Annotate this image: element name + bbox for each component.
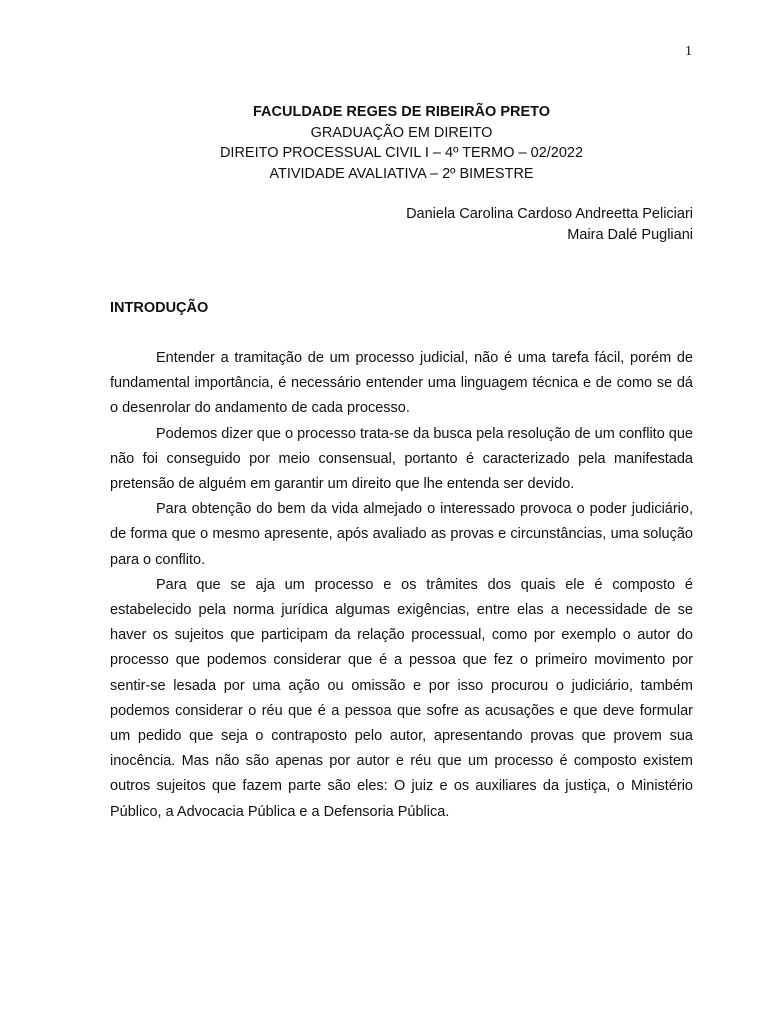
page-number: 1 bbox=[685, 44, 692, 59]
section-title: INTRODUÇÃO bbox=[110, 300, 209, 316]
institution-name: FACULDADE REGES DE RIBEIRÃO PRETO bbox=[252, 104, 551, 120]
authors-block bbox=[110, 204, 693, 245]
document-header bbox=[110, 102, 693, 184]
subject-name: DIREITO PROCESSUAL CIVIL I – 4º TERMO – 02/2022 bbox=[219, 145, 584, 161]
author-name: Maira Dalé Pugliani bbox=[567, 226, 693, 243]
course-name: GRADUAÇÃO EM DIREITO bbox=[310, 124, 493, 141]
activity-name: ATIVIDADE AVALIATIVA – 2º BIMESTRE bbox=[269, 165, 534, 182]
paragraph: Podemos dizer que o processo trata-se da busca pela resolução de um conflito que não foi conseguido por meio consensual, portanto é caracterizado pela manifestada pretensão de alguém em garantir um direito que lhe entenda ser devido. bbox=[110, 425, 693, 493]
author-name: Daniela Carolina Cardoso Andreetta Peliciari bbox=[406, 206, 693, 222]
paragraph: Entender a tramitação de um processo judicial, não é uma tarefa fácil, porém de fundamental importância, é necessário entender uma linguagem técnica e de como se dá o desenrolar do andamento de cada processo. bbox=[110, 350, 693, 417]
paragraph: Para que se aja um processo e os trâmites dos quais ele é composto é estabelecido pela norma jurídica algumas exigências, entre elas a necessidade de se haver os sujeitos que participam da relação processual, como por exemplo o autor do processo que podemos considerar que é a pessoa que fez o primeiro movimento por sentir-se lesada por uma ação ou omissão e por isso procurou o judiciário, também podemos considerar o réu que é a pessoa que sofre as acusações e que deve formular um pedido que seja o contraposto pelo autor, apresentando provas que provem sua inocência. Mas não são apenas por autor e réu que um processo é composto existem outros sujeitos que fazem parte são eles: O juiz e os auxiliares da justiça, o Ministério Público, a Advocacia Pública e a Defensoria Pública. bbox=[110, 576, 693, 820]
paragraph: Para obtenção do bem da vida almejado o interessado provoca o poder judiciário, de forma que o mesmo apresente, após avaliado as provas e circunstâncias, uma solução para o conflito. bbox=[110, 501, 693, 568]
body-text bbox=[110, 346, 693, 825]
